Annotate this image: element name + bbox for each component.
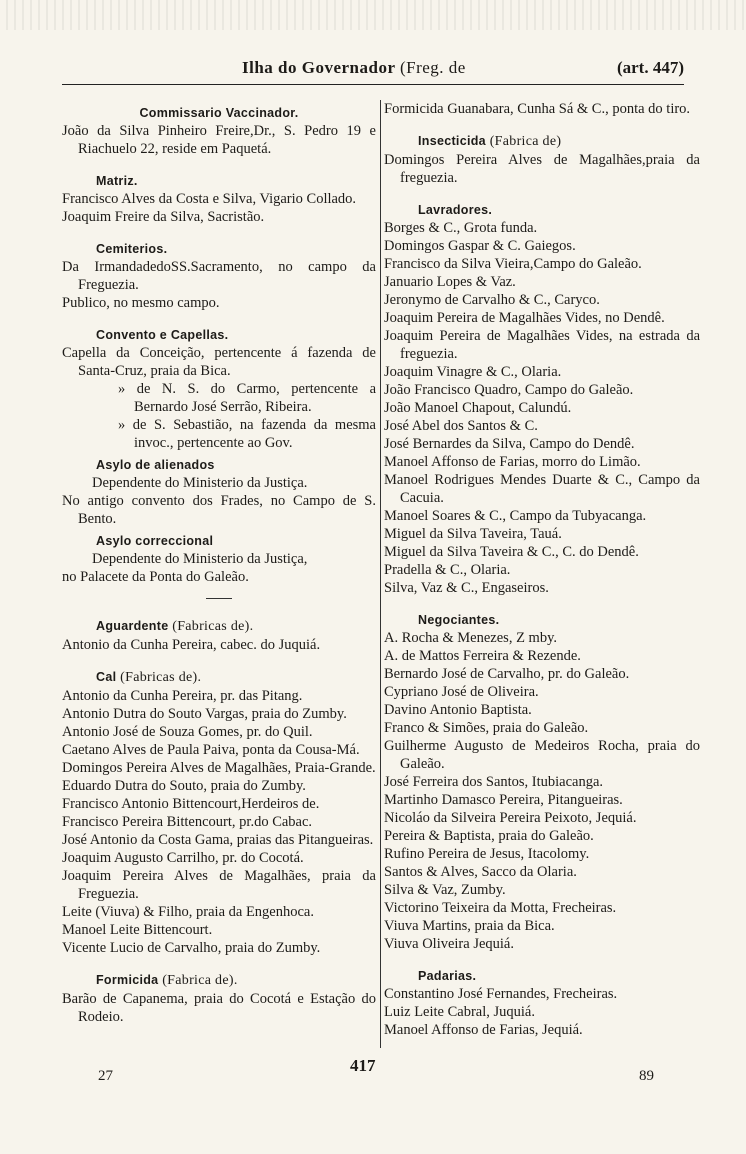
entry: Joaquim Freire da Silva, Sacristão.	[62, 209, 265, 225]
entry: Manoel Leite Bittencourt.	[62, 922, 213, 938]
entry: Bernardo José de Carvalho, pr. do Galeão.	[384, 666, 630, 682]
entry: Manoel Rodrigues Mendes Duarte & C., Campo da Cacuia.	[384, 472, 700, 506]
entry: José Bernardes da Silva, Campo do Dendê.	[384, 436, 635, 452]
entry: Victorino Teixeira da Motta, Frecheiras.	[384, 900, 617, 916]
entry: Luiz Leite Cabral, Juquiá.	[384, 1004, 535, 1020]
entry: João Manoel Chapout, Calundú.	[384, 400, 572, 416]
entry: Davino Antonio Baptista.	[384, 702, 532, 718]
scan-noise	[0, 0, 746, 30]
entry: Francisco Alves da Costa e Silva, Vigario Collado.	[62, 191, 357, 207]
entry: Joaquim Augusto Carrilho, pr. do Cocotá.	[62, 850, 304, 866]
entry: Francisco Pereira Bittencourt, pr.do Cabac.	[62, 814, 313, 830]
entry: Rufino Pereira de Jesus, Itacolomy.	[384, 846, 590, 862]
entry: Domingos Pereira Alves de Magalhães, Praia-Grande.	[62, 760, 376, 776]
entry: Joaquim Pereira de Magalhães Vides, na estrada da freguezia.	[384, 328, 700, 362]
entry: Joaquim Pereira de Magalhães Vides, no Dendê.	[384, 310, 665, 326]
entry: Da IrmandadedoSS.Sacramento, no campo da Freguezia.	[62, 259, 376, 293]
entry: Domingos Gaspar & C. Gaiegos.	[384, 238, 576, 254]
section-heading: Asylo de alienados	[96, 458, 215, 472]
entry: Vicente Lucio de Carvalho, praia do Zumby.	[62, 940, 321, 956]
footer-right-number: 89	[639, 1068, 654, 1084]
entry: Antonio da Cunha Pereira, pr. das Pitang.	[62, 688, 303, 704]
column-divider	[380, 100, 381, 1048]
entry: Antonio Dutra do Souto Vargas, praia do Zumby.	[62, 706, 347, 722]
entry: Joaquim Pereira Alves de Magalhães, praia da Freguezia.	[62, 868, 376, 902]
entry: Viuva Martins, praia da Bica.	[384, 918, 555, 934]
section-heading: Convento e Capellas.	[96, 328, 229, 342]
entry: José Abel dos Santos & C.	[384, 418, 538, 434]
section-heading: Lavradores.	[418, 203, 493, 217]
entry: Joaquim Vinagre & C., Olaria.	[384, 364, 562, 380]
entry: Borges & C., Grota funda.	[384, 220, 538, 236]
entry: Francisco da Silva Vieira,Campo do Galeão.	[384, 256, 642, 272]
entry: Pereira & Baptista, praia do Galeão.	[384, 828, 594, 844]
entry: Domingos Pereira Alves de Magalhães,praia da freguezia.	[384, 152, 700, 186]
page-title	[242, 58, 466, 78]
entry: Antonio da Cunha Pereira, cabec. do Juquiá.	[62, 637, 321, 653]
entry: José Antonio da Costa Gama, praias das Pitangueiras.	[62, 832, 374, 848]
article-number: (art. 447)	[616, 58, 684, 77]
entry: A. Rocha & Menezes, Z mby.	[384, 630, 558, 646]
entry: Januario Lopes & Vaz.	[384, 274, 516, 290]
section-heading: Cal (Fabricas de).	[96, 670, 202, 685]
page-header	[62, 58, 684, 82]
entry: Silva & Vaz, Zumby.	[384, 882, 506, 898]
entry: Silva, Vaz & C., Engaseiros.	[384, 580, 549, 596]
header-rule	[62, 84, 684, 85]
entry: Caetano Alves de Paula Paiva, ponta da Cousa-Má.	[62, 742, 360, 758]
entry: Miguel da Silva Taveira & C., C. do Dendê.	[384, 544, 639, 560]
entry: Pradella & C., Olaria.	[384, 562, 511, 578]
section-heading: Matriz.	[96, 174, 138, 188]
left-column	[62, 100, 376, 1026]
entry: Leite (Viuva) & Filho, praia da Engenhoca.	[62, 904, 314, 920]
section-separator	[206, 598, 232, 599]
entry: Guilherme Augusto de Medeiros Rocha, praia do Galeão.	[384, 738, 700, 772]
entry: Santos & Alves, Sacco da Olaria.	[384, 864, 577, 880]
section-heading: Asylo correccional	[96, 534, 214, 548]
entry: Martinho Damasco Pereira, Pitangueiras.	[384, 792, 623, 808]
entry: No antigo convento dos Frades, no Campo de S. Bento.	[62, 493, 376, 527]
entry: Eduardo Dutra do Souto, praia do Zumby.	[62, 778, 306, 794]
section-heading: Padarias.	[418, 969, 477, 983]
footer-left-number: 27	[98, 1068, 113, 1084]
section-heading: Cemiterios.	[96, 242, 168, 256]
entry: Manoel Affonso de Farias, morro do Limão.	[384, 454, 641, 470]
section-heading: Commissario Vaccinador.	[139, 106, 299, 120]
section-heading: Aguardente (Fabricas de).	[96, 619, 254, 634]
page-footer	[62, 1056, 684, 1086]
entry: Dependente do Ministerio da Justiça,	[92, 551, 308, 567]
section-heading: Formicida (Fabrica de).	[96, 973, 238, 988]
entry: Constantino José Fernandes, Frecheiras.	[384, 986, 618, 1002]
right-column	[384, 100, 700, 1039]
title-subtitle: (Freg. de	[399, 58, 466, 77]
section-heading: Negociantes.	[418, 613, 500, 627]
entry: Capella da Conceição, pertencente á fazenda de Santa-Cruz, praia da Bica.	[62, 345, 376, 379]
entry: Publico, no mesmo campo.	[62, 295, 220, 311]
entry: Manoel Soares & C., Campo da Tubyacanga.	[384, 508, 647, 524]
entry: Formicida Guanabara, Cunha Sá & C., ponta do tiro.	[384, 101, 691, 117]
title-text: Ilha do Governador	[242, 58, 396, 77]
entry: Miguel da Silva Taveira, Tauá.	[384, 526, 562, 542]
entry: João Francisco Quadro, Campo do Galeão.	[384, 382, 634, 398]
entry: Manoel Affonso de Farias, Jequiá.	[384, 1022, 583, 1038]
entry: Nicoláo da Silveira Pereira Peixoto, Jequiá.	[384, 810, 637, 826]
entry: A. de Mattos Ferreira & Rezende.	[384, 648, 581, 664]
entry: Dependente do Ministerio da Justiça.	[92, 475, 308, 491]
entry: Franco & Simões, praia do Galeão.	[384, 720, 589, 736]
entry: » de S. Sebastião, na fazenda da mesma invoc., pertencente ao Gov.	[118, 417, 376, 451]
page-number: 417	[350, 1056, 376, 1075]
entry: Viuva Oliveira Jequiá.	[384, 936, 514, 952]
entry: Antonio José de Souza Gomes, pr. do Quil.	[62, 724, 313, 740]
entry: Jeronymo de Carvalho & C., Caryco.	[384, 292, 600, 308]
entry: José Ferreira dos Santos, Itubiacanga.	[384, 774, 604, 790]
entry: no Palacete da Ponta do Galeão.	[62, 569, 249, 585]
section-heading: Insecticida (Fabrica de)	[418, 134, 562, 149]
entry: João da Silva Pinheiro Freire,Dr., S. Pedro 19 e Riachuelo 22, reside em Paquetá.	[62, 123, 376, 157]
entry: Cypriano José de Oliveira.	[384, 684, 539, 700]
entry: Barão de Capanema, praia do Cocotá e Estação do Rodeio.	[62, 991, 376, 1025]
entry: Francisco Antonio Bittencourt,Herdeiros de.	[62, 796, 320, 812]
entry: » de N. S. do Carmo, pertencente a Bernardo José Serrão, Ribeira.	[118, 381, 376, 415]
